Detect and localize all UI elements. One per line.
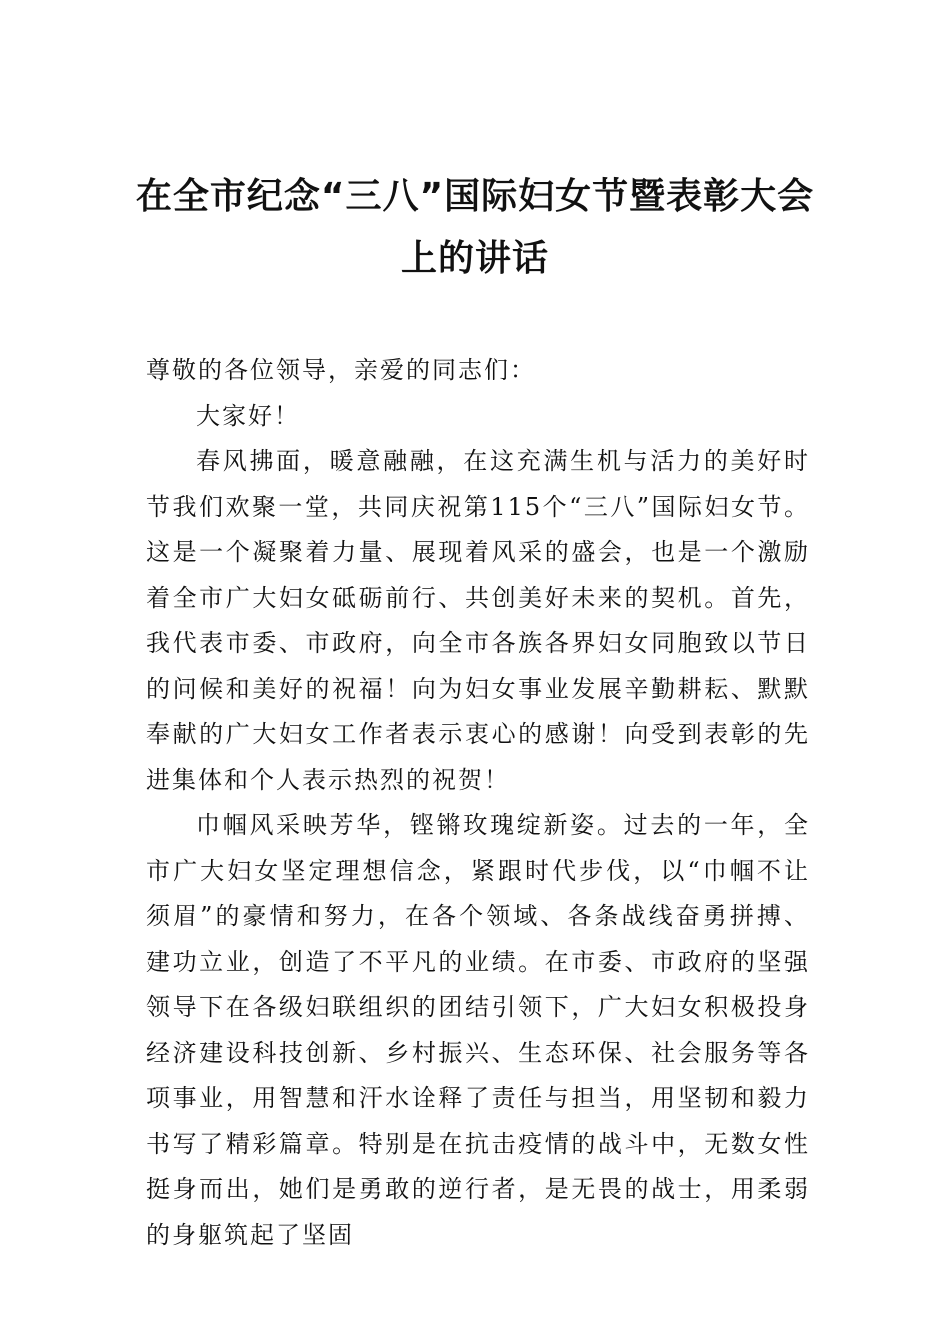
document-title: 在全市纪念“三八”国际妇女节暨表彰大会上的讲话 xyxy=(135,176,815,279)
paragraph-2: 巾帼风采映芳华，铿锵玫瑰绽新姿。过去的一年，全市广大妇女坚定理想信念，紧跟时代步伐，以“巾帼不让须眉”的豪情和努力，在各个领域、各条战线奋勇拼搏、建功立业，创造了不平凡的业绩。在市委、市政府的坚强领导下在各级妇联组织的团结引领下，广大妇女积极投身经济建设科技创新、乡村振兴、生态环保、社会服务等各项事业，用智慧和汗水诠释了责任与担当，用坚韧和毅力书写了精彩篇章。特别是在抗击疫情的战斗中，无数女性挺身而出，她们是勇敢的逆行者，是无畏的战士，用柔弱的身躯筑起了坚固 xyxy=(146,811,810,1249)
salutation: 尊敬的各位领导，亲爱的同志们： xyxy=(146,356,536,384)
greeting: 大家好！ xyxy=(196,401,300,430)
document-body xyxy=(146,348,810,1258)
paragraph-1: 春风拂面，暖意融融，在这充满生机与活力的美好时节我们欢聚一堂，共同庆祝第115个“三八”国际妇女节。这是一个凝聚着力量、展现着风采的盛会，也是一个激励着全市广大妇女砥砺前行、共创美好未来的契机。首先，我代表市委、市政府，向全市各族各界妇女同胞致以节日的问候和美好的祝福！向为妇女事业发展辛勤耕耘、默默奉献的广大妇女工作者表示衷心的感谢！向受到表彰的先进集体和个人表示热烈的祝贺！ xyxy=(146,447,810,794)
